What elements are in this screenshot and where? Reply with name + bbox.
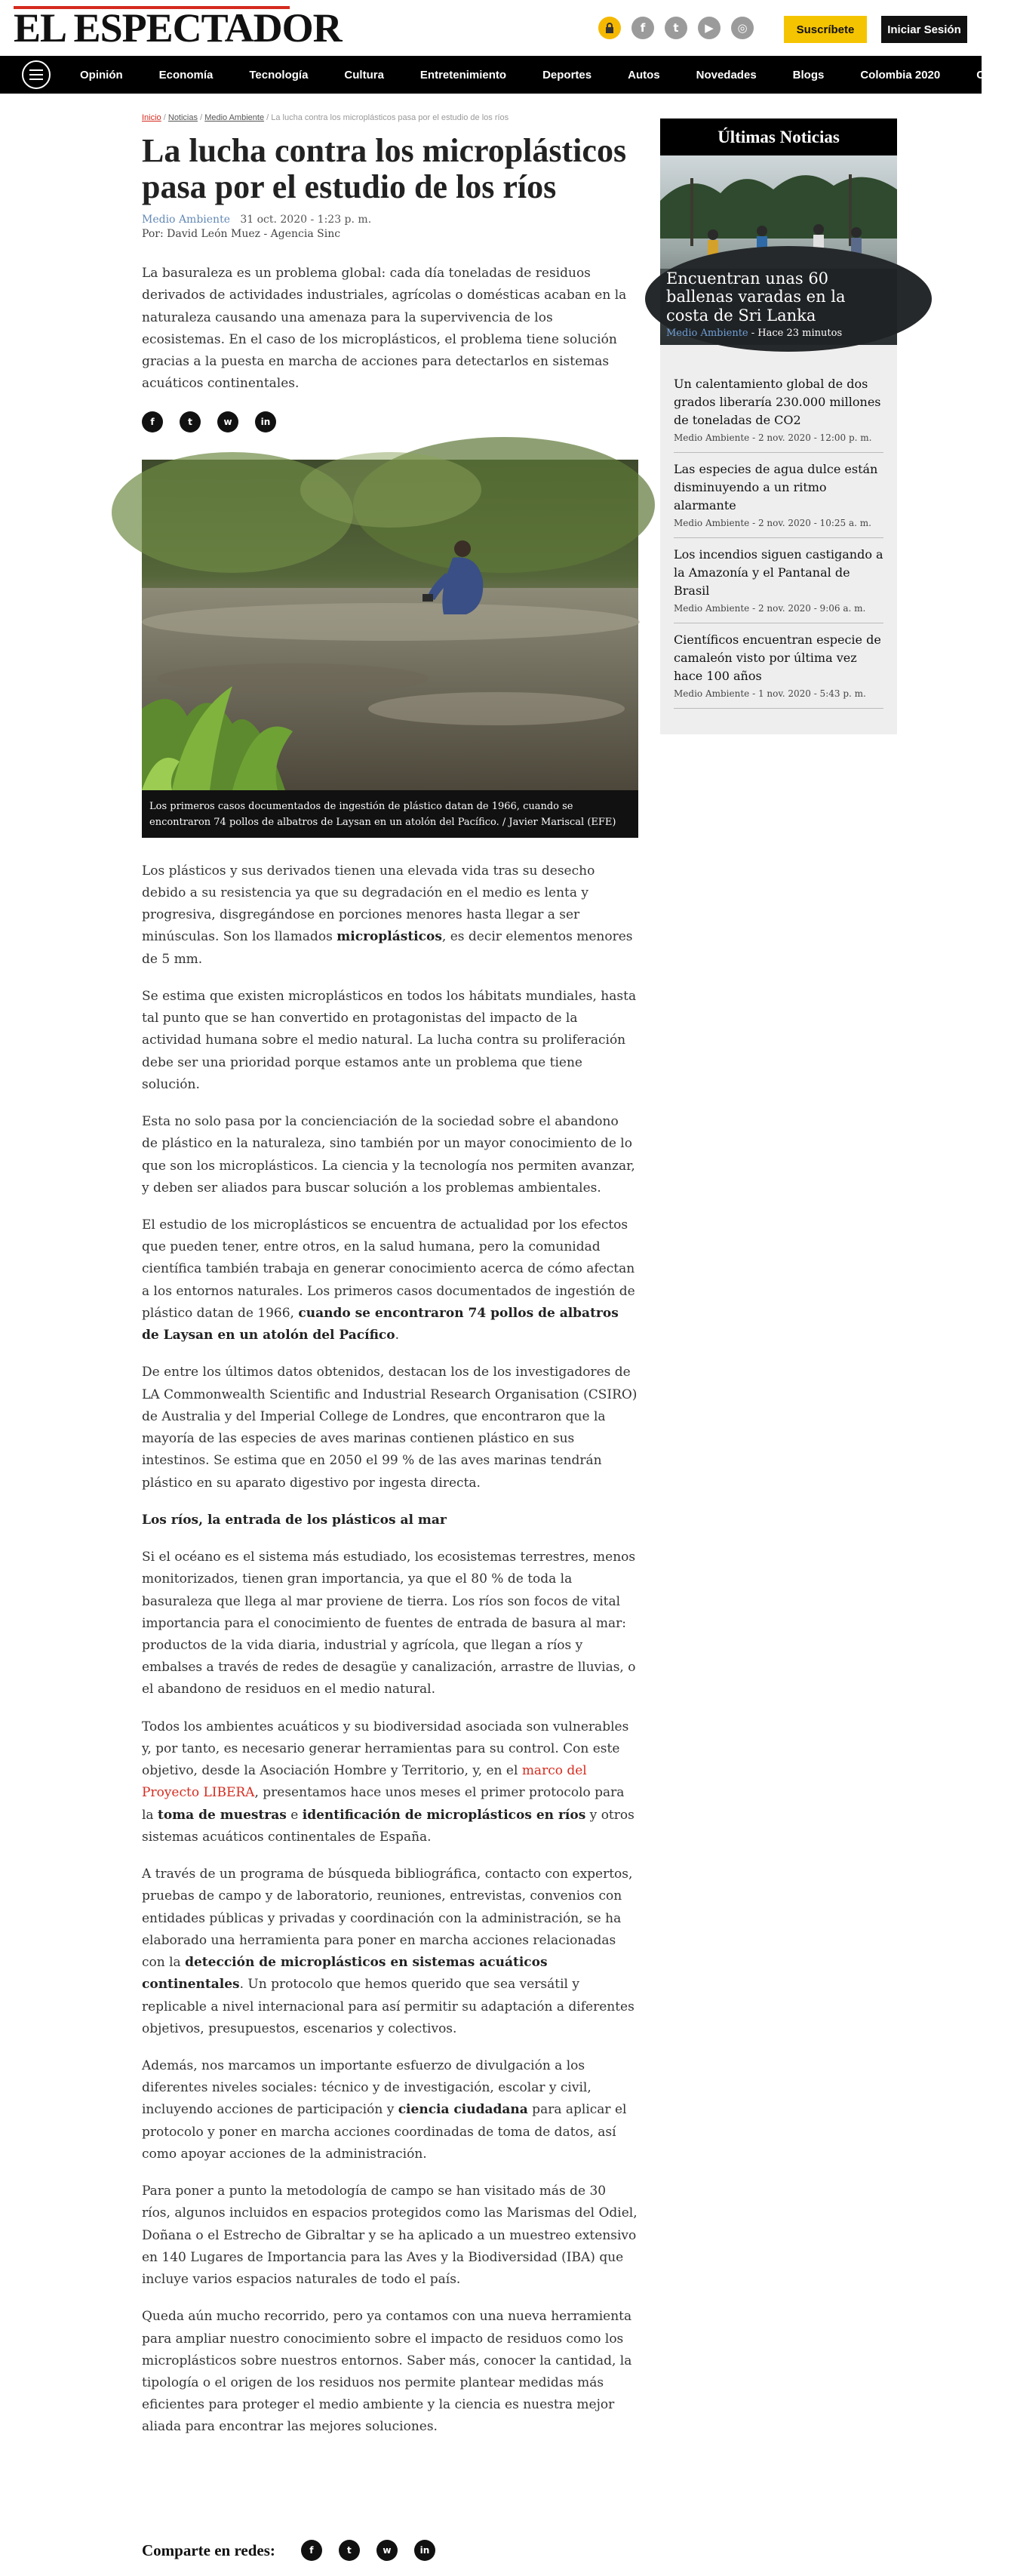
- article-paragraph: De entre los últimos datos obtenidos, destacan los de los investigadores de LA Commonwealth Scientific and Industrial Research Organisation (CSIRO) de Australia y del Imperial College de Londres, que encontraron que la mayoría de las especies de aves marinas contienen plástico en sus intestinos. Se estima que en 2050 el 99 % de las aves marinas tendrán plástico en su aparato digestivo por ingesta directa.: [142, 1365, 638, 1491]
- paragraph-text: Todos los ambientes acuáticos y su biodiversidad asociada son vulnerables y, por tanto, es necesario generar herramientas para su control. Con este objetivo, desde la Asociación Hombre y Territorio, y, en el: [142, 1719, 629, 1779]
- linkedin-share-icon[interactable]: in: [255, 411, 276, 432]
- nav-item-opinion[interactable]: Opinión: [80, 68, 123, 82]
- article-paragraph: [142, 2055, 638, 2165]
- sidebar-news-meta: Medio Ambiente - 2 nov. 2020 - 12:00 p. m.: [674, 432, 872, 443]
- libera-project-link[interactable]: marco del Proyecto LIBERA: [142, 1763, 587, 1801]
- sidebar-hero-meta: [666, 328, 891, 339]
- sidebar-news-meta: Medio Ambiente - 1 nov. 2020 - 5:43 p. m.: [674, 688, 866, 699]
- article-paragraph: [142, 1214, 638, 1346]
- header-social-icons: [598, 17, 754, 39]
- article-body: [142, 860, 638, 2439]
- paragraph-text: y otros sistemas acuáticos continentales de España.: [142, 1807, 635, 1845]
- article-paragraph: [142, 1716, 638, 1848]
- sidebar-hero-text: [666, 269, 891, 339]
- menu-icon[interactable]: [22, 60, 51, 89]
- paragraph-text: .: [395, 1328, 400, 1343]
- sidebar-news-list: [660, 345, 897, 734]
- article-figure: [142, 460, 638, 837]
- article-title: La lucha contra los microplásticos pasa por el estudio de los ríos: [142, 132, 627, 205]
- sidebar-hero-category[interactable]: Medio Ambiente: [666, 328, 748, 339]
- paragraph-text: , es decir elementos menores de 5 mm.: [142, 929, 633, 967]
- whatsapp-share-icon[interactable]: w: [217, 411, 238, 432]
- paragraph-text: El estudio de los microplásticos se encuentra de actualidad por los efectos que pueden tener, entre otros, en la salud humana, pero la comunidad científica también trabaja en generar conocimiento acerca de cómo afectan a los entornos naturales. Los primeros casos documentados de ingestión de plástico datan de 1966,: [142, 1217, 635, 1321]
- breadcrumb: [142, 113, 638, 122]
- article-paragraph: [142, 860, 638, 971]
- nav-item-cultura[interactable]: Cultura: [344, 68, 384, 82]
- twitter-share-icon[interactable]: t: [339, 2540, 360, 2561]
- sidebar-hero-story[interactable]: [660, 155, 897, 345]
- instagram-icon[interactable]: ◎: [731, 17, 754, 39]
- facebook-icon[interactable]: f: [631, 17, 654, 39]
- sidebar-news-title[interactable]: Las especies de agua dulce están disminuyendo a un ritmo alarmante: [674, 462, 878, 512]
- paragraph-text: , presentamos hace unos meses el primer protocolo para la: [142, 1785, 625, 1823]
- article-category[interactable]: Medio Ambiente: [142, 214, 230, 226]
- article-paragraph: [142, 1864, 638, 2040]
- share-row-top: [142, 411, 638, 432]
- breadcrumb-separator: /: [200, 113, 203, 122]
- facebook-share-icon[interactable]: f: [142, 411, 163, 432]
- nav-item-deportes[interactable]: Deportes: [542, 68, 592, 82]
- site-logo[interactable]: EL ESPECTADOR: [14, 5, 342, 51]
- twitter-icon[interactable]: t: [665, 17, 687, 39]
- whatsapp-share-icon[interactable]: w: [376, 2540, 398, 2561]
- sidebar-hero-title[interactable]: Encuentran unas 60 ballenas varadas en la costa de Sri Lanka: [666, 269, 846, 325]
- share-label: Comparte en redes:: [142, 2541, 275, 2559]
- linkedin-share-icon[interactable]: in: [414, 2540, 435, 2561]
- breadcrumb-separator: /: [266, 113, 269, 122]
- breadcrumb-current: La lucha contra los microplásticos pasa por el estudio de los ríos: [271, 113, 509, 122]
- nav-item-autos[interactable]: Autos: [628, 68, 660, 82]
- sidebar-heading: Últimas Noticias: [660, 118, 897, 155]
- sidebar-news-item[interactable]: [674, 368, 883, 453]
- subscribe-button[interactable]: Suscríbete: [784, 16, 867, 43]
- breadcrumb-separator: /: [163, 113, 166, 122]
- sidebar-news-item[interactable]: [674, 623, 883, 709]
- paragraph-text: . Un protocolo que hemos querido que sea versátil y replicable a nivel internacional para así permitir su adaptación a diferentes objetivos, presupuestos, escenarios y colectivos.: [142, 1977, 635, 2036]
- lock-icon[interactable]: [598, 17, 621, 39]
- sidebar-news-meta: Medio Ambiente - 2 nov. 2020 - 9:06 a. m.: [674, 603, 866, 614]
- share-icons: [301, 2540, 435, 2561]
- nav-items: [62, 56, 1014, 94]
- nav-item-entretenimiento[interactable]: Entretenimiento: [419, 68, 507, 82]
- breadcrumb-home[interactable]: Inicio: [142, 113, 161, 122]
- photo-caption: Los primeros casos documentados de ingestión de plástico datan de 1966, cuando se encontraron 74 pollos de albatros de Laysan en un atolón del Pacífico. / Javier Mariscal (EFE): [142, 790, 638, 837]
- article-subheading: Los ríos, la entrada de los plásticos al mar: [142, 1512, 447, 1528]
- article-date: 31 oct. 2020 - 1:23 p. m.: [240, 214, 372, 226]
- nav-item-novedades[interactable]: Novedades: [696, 68, 757, 82]
- paragraph-text: Los plásticos y sus derivados tienen una elevada vida tras su desecho debido a su resistencia ya que su degradación en el medio es lenta y progresiva, disgregándose en porciones menores hasta llegar a ser minúsculas. Son los llamados: [142, 863, 595, 945]
- paragraph-text: para aplicar el protocolo y poner en marcha acciones coordinadas de toma de datos, así como apoyar acciones de la administración.: [142, 2102, 627, 2162]
- article-paragraph: Si el océano es el sistema más estudiado, los ecosistemas terrestres, menos monitorizados, tienen gran importancia, ya que el 80 % de toda la basuraleza que llega al mar proviene de tierra. Los ríos son focos de vital importancia para el conocimiento de fuentes de entrada de basura al mar: productos de la vida diaria, industrial y agrícola, que llegan a ríos y embalses a través de redes de desagüe y canalización, arrastre de lluvias, o el abandono de residuos en el medio natural.: [142, 1550, 636, 1697]
- share-row-bottom: [142, 2540, 435, 2561]
- sidebar-news-title[interactable]: Científicos encuentran especie de camaleón visto por última vez hace 100 años: [674, 632, 881, 683]
- article-photo: [142, 460, 638, 790]
- bold-text: detección de microplásticos en sistemas acuáticos continentales: [142, 1955, 548, 1993]
- bold-text: microplásticos: [336, 929, 442, 945]
- article-paragraph: Queda aún mucho recorrido, pero ya contamos con una nueva herramienta para ampliar nuestro conocimiento sobre el impacto de residuos como los microplásticos sobre nuestros entornos. Saber más, conocer la cantidad, la tipología o el origen de los residuos nos permite plantear medidas más eficientes para proteger el medio ambiente y la ciencia es nuestra mejor aliada para encontrar las mejores soluciones.: [142, 2309, 632, 2435]
- nav-item-tecnologia[interactable]: Tecnología: [249, 68, 309, 82]
- paragraph-text: e: [286, 1807, 303, 1823]
- sidebar-news-item[interactable]: [674, 538, 883, 623]
- article-meta: [142, 214, 638, 226]
- sidebar-news-meta: Medio Ambiente - 2 nov. 2020 - 10:25 a. m.: [674, 518, 871, 528]
- sidebar-news-item[interactable]: [674, 453, 883, 538]
- paragraph-text: A través de un programa de búsqueda bibliográfica, contacto con expertos, pruebas de campo y de laboratorio, reuniones, entrevistas, convenios con entidades públicas y privadas y coordinación con la administración, se ha elaborado una herramienta para poner en marcha acciones relacionadas con la: [142, 1867, 633, 1971]
- top-header: [0, 0, 982, 56]
- main-nav: [0, 56, 997, 94]
- nav-item-cro[interactable]: Cro: [976, 68, 997, 82]
- breadcrumb-section[interactable]: Medio Ambiente: [204, 113, 265, 122]
- bold-text: ciencia ciudadana: [398, 2102, 528, 2118]
- article: [142, 113, 638, 2454]
- sidebar-hero-time: - Hace 23 minutos: [751, 328, 843, 339]
- login-button[interactable]: Iniciar Sesión: [881, 16, 967, 43]
- article-byline: Por: David León Muez - Agencia Sinc: [142, 228, 341, 241]
- article-paragraph: Para poner a punto la metodología de campo se han visitado más de 30 ríos, algunos incluidos en espacios protegidos como las Marismas del Odiel, Doñana o el Estrecho de Gibraltar y se ha aplicado a un muestreo extensivo en 140 Lugares de Importancia para las Aves y la Biodiversidad (IBA) que incluye varios espacios naturales de todo el país.: [142, 2184, 638, 2288]
- article-paragraph: Esta no solo pasa por la concienciación de la sociedad sobre el abandono de plástico en la naturaleza, sino también por un mayor conocimiento de lo que son los microplásticos. La ciencia y la tecnología nos permiten avanzar, y deben ser aliados para buscar solución a los problemas ambientales.: [142, 1114, 635, 1196]
- bold-text: identificación de microplásticos en ríos: [302, 1807, 586, 1823]
- latest-news-sidebar: [660, 118, 897, 734]
- bold-text: toma de muestras: [157, 1807, 287, 1823]
- sidebar-news-title[interactable]: Un calentamiento global de dos grados liberaría 230.000 millones de toneladas de CO2: [674, 377, 881, 427]
- nav-item-blogs[interactable]: Blogs: [792, 68, 825, 82]
- youtube-icon[interactable]: ▶: [698, 17, 721, 39]
- twitter-share-icon[interactable]: t: [180, 411, 201, 432]
- bold-text: cuando se encontraron 74 pollos de albatros de Laysan en un atolón del Pacífico: [142, 1305, 619, 1343]
- breadcrumb-news[interactable]: Noticias: [167, 113, 198, 122]
- article-paragraph: Se estima que existen microplásticos en todos los hábitats mundiales, hasta tal punto que se han convertido en protagonistas del impacto de la actividad humana sobre el medio natural. La lucha contra su proliferación debe ser una prioridad porque estamos ante un problema que tiene solución.: [142, 988, 637, 1092]
- sidebar-news-title[interactable]: Los incendios siguen castigando a la Amazonía y el Pantanal de Brasil: [674, 547, 883, 598]
- nav-item-colombia-2020[interactable]: Colombia 2020: [860, 68, 941, 82]
- facebook-share-icon[interactable]: f: [301, 2540, 322, 2561]
- nav-item-economia[interactable]: Economía: [158, 68, 214, 82]
- paragraph-text: Además, nos marcamos un importante esfuerzo de divulgación a los diferentes niveles sociales: técnico y de investigación, escolar y civil, incluyendo acciones de participación y: [142, 2057, 592, 2118]
- article-lead: La basuraleza es un problema global: cada día toneladas de residuos derivados de actividades industriales, agrícolas o domésticas acaban en la naturaleza causando una amenaza para la supervivencia de los ecosistemas. En el caso de los microplásticos, el problema tiene solución gracias a la puesta en marcha de acciones para detectarlos en sistemas acuáticos continentales.: [142, 266, 627, 392]
